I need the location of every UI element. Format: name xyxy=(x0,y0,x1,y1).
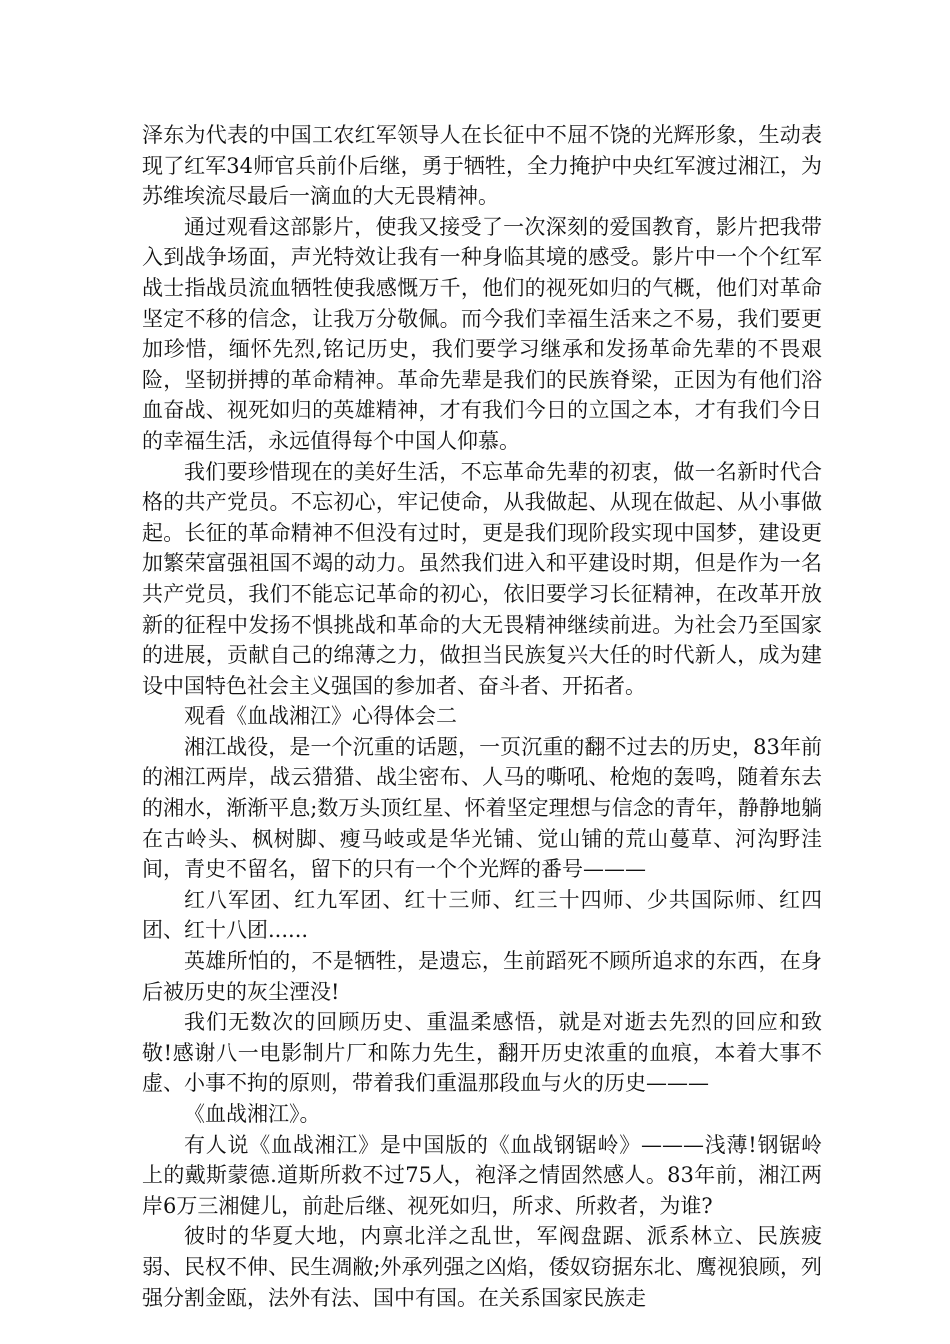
paragraph-heroes-fear: 英雄所怕的，不是牺牲，是遗忘，生前蹈死不顾所追求的东西，在身后被历史的灰尘湮没! xyxy=(142,949,822,1004)
paragraph-review-history: 我们无数次的回顾历史、重温柔感悟，就是对逝去先烈的回应和致敬!感谢八一电影制片厂和陈力先生，翻开历史浓重的血痕，本着大事不虚、小事不拘的原则，带着我们重温那段血与火的历史——— xyxy=(142,1010,822,1096)
paragraph-cherish-life: 我们要珍惜现在的美好生活，不忘革命先辈的初衷，做一名新时代合格的共产党员。不忘初心，牢记使命，从我做起、从现在做起、从小事做起。长征的革命精神不但没有过时，更是我们现阶段实现中国梦，建设更加繁荣富强祖国不竭的动力。虽然我们进入和平建设时期，但是作为一名共产党员，我们不能忘记革命的初心，依旧要学习长征精神，在改革开放新的征程中发扬不惧挑战和革命的大无畏精神继续前进。为社会乃至国家的进展，贡献自己的绵薄之力，做担当民族复兴大任的时代新人，成为建设中国特色社会主义强国的参加者、奋斗者、开拓者。 xyxy=(142,459,822,698)
paragraph-film-title: 《血战湘江》。 xyxy=(184,1102,321,1126)
document-page xyxy=(142,120,822,1313)
paragraph-film-impression: 通过观看这部影片，使我又接受了一次深刻的爱国教育，影片把我带入到战争场面，声光特效让我有一种身临其境的感受。影片中一个个红军战士指战员流血牺牲使我感慨万千，他们的视死如归的气概，他们对革命坚定不移的信念，让我万分敬佩。而今我们幸福生活来之不易，我们要更加珍惜，缅怀先烈,铭记历史，我们要学习继承和发扬革命先辈的不畏艰险，坚韧拼搏的革命精神。革命先辈是我们的民族脊梁，正因为有他们浴血奋战、视死如归的英雄精神，才有我们今日的立国之本，才有我们今日的幸福生活，永远值得每个中国人仰慕。 xyxy=(142,214,822,453)
paragraph-xiangjiang-battle: 湘江战役，是一个沉重的话题，一页沉重的翻不过去的历史，83年前的湘江两岸，战云猎猎、战尘密布、人马的嘶吼、枪炮的轰鸣，随着东去的湘水，渐渐平息;数万头顶红星、怀着坚定理想与信念的青年，静静地躺在古岭头、枫树脚、瘦马岐或是华光铺、觉山铺的荒山蔓草、河沟野洼间，青史不留名，留下的只有一个个光辉的番号——— xyxy=(142,734,822,882)
paragraph-comparison: 有人说《血战湘江》是中国版的《血战钢锯岭》———浅薄!钢锯岭上的戴斯蒙德.道斯所救不过75人，袍泽之情固然感人。83年前，湘江两岸6万三湘健儿，前赴后继、视死如归，所求、所救者，为谁? xyxy=(142,1132,822,1218)
paragraph-unit-list: 红八军团、红九军团、红十三师、红三十四师、少共国际师、红四团、红十八团...... xyxy=(142,887,822,943)
paragraph-china-then: 彼时的华夏大地，内禀北洋之乱世，军阀盘踞、派系林立、民族疲弱、民权不伸、民生凋敝;外承列强之凶焰，倭奴窃据东北、鹰视狼顾，列强分割金瓯，法外有法、国中有国。在关系国家民族走 xyxy=(142,1224,822,1310)
paragraph-continuation: 泽东为代表的中国工农红军领导人在长征中不屈不饶的光辉形象，生动表现了红军34师官兵前仆后继，勇于牺牲，全力掩护中央红军渡过湘江，为苏维埃流尽最后一滴血的大无畏精神。 xyxy=(142,123,822,209)
section-heading: 观看《血战湘江》心得体会二 xyxy=(184,704,457,729)
